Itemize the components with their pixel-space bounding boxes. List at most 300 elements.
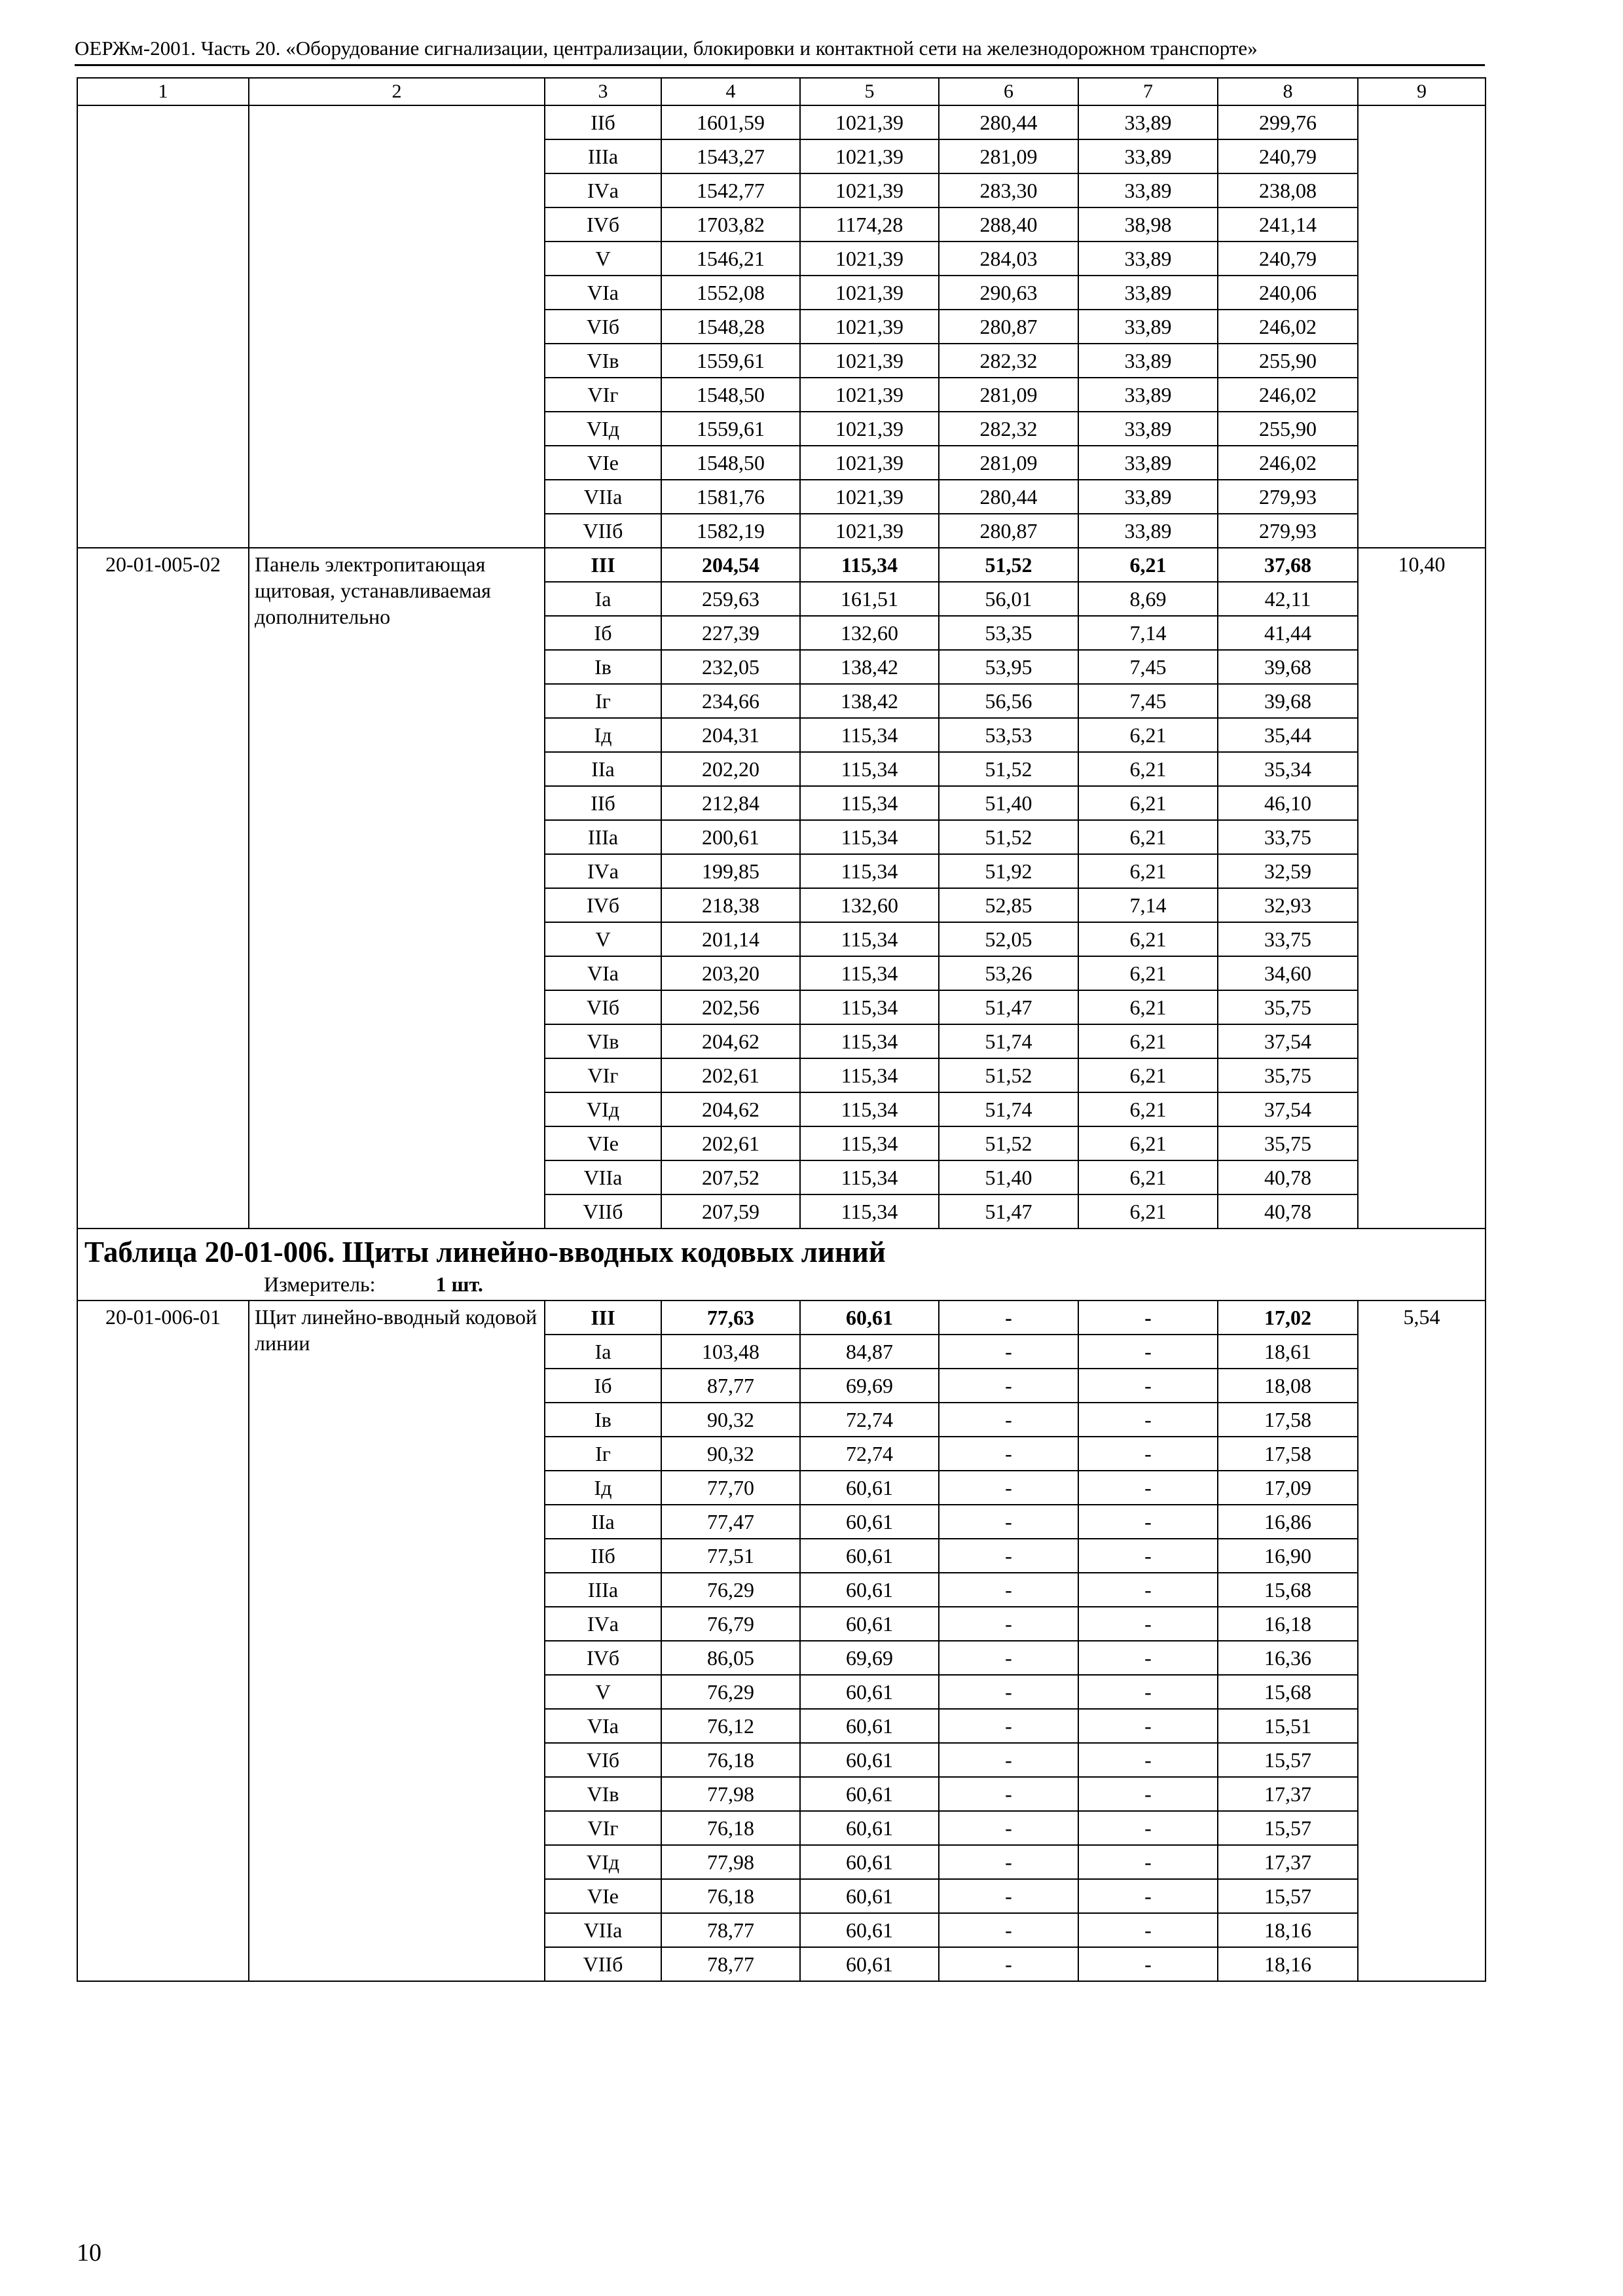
value-cell: 51,92 (939, 854, 1078, 888)
value-cell: - (1078, 1539, 1218, 1573)
value-cell: 246,02 (1218, 310, 1358, 344)
value-cell: 39,68 (1218, 684, 1358, 718)
value-cell: 77,51 (661, 1539, 800, 1573)
value-cell: - (1078, 1335, 1218, 1369)
page-number: 10 (77, 2239, 101, 2267)
value-cell: 60,61 (800, 1777, 939, 1811)
value-cell: Iб (545, 616, 661, 650)
value-cell: 290,63 (939, 276, 1078, 310)
column-number-cell: 4 (661, 78, 800, 105)
value-cell: VIв (545, 1777, 661, 1811)
value-cell: Iд (545, 1471, 661, 1505)
value-cell: 86,05 (661, 1641, 800, 1675)
table-row (77, 1300, 1486, 1335)
value-cell: III (545, 1300, 661, 1335)
value-cell: - (939, 1743, 1078, 1777)
value-cell: - (1078, 1947, 1218, 1981)
value-cell: 280,44 (939, 105, 1078, 139)
value-cell: 76,29 (661, 1675, 800, 1709)
value-cell: IVб (545, 207, 661, 242)
value-cell: - (939, 1709, 1078, 1743)
value-cell: 279,93 (1218, 480, 1358, 514)
value-cell: 32,93 (1218, 888, 1358, 922)
value-cell: 1174,28 (800, 207, 939, 242)
value-cell: 72,74 (800, 1403, 939, 1437)
value-cell: - (939, 1437, 1078, 1471)
value-cell: 1021,39 (800, 378, 939, 412)
value-cell: 115,34 (800, 786, 939, 820)
value-cell: 53,53 (939, 718, 1078, 752)
column-number-row (77, 78, 1486, 105)
value-cell: 51,74 (939, 1024, 1078, 1058)
value-cell: 1703,82 (661, 207, 800, 242)
value-cell: V (545, 922, 661, 956)
value-cell: IVб (545, 1641, 661, 1675)
value-cell: V (545, 1675, 661, 1709)
value-cell: 280,87 (939, 310, 1078, 344)
value-cell: 33,89 (1078, 310, 1218, 344)
value-cell: 33,89 (1078, 412, 1218, 446)
value-cell: IVа (545, 173, 661, 207)
value-cell: 255,90 (1218, 412, 1358, 446)
value-cell: - (939, 1403, 1078, 1437)
value-cell: 41,44 (1218, 616, 1358, 650)
value-cell: III (545, 548, 661, 582)
column-number-cell: 2 (249, 78, 545, 105)
value-cell: 35,34 (1218, 752, 1358, 786)
value-cell: VIд (545, 412, 661, 446)
value-cell: - (1078, 1300, 1218, 1335)
value-cell: - (1078, 1573, 1218, 1607)
value-cell: 115,34 (800, 1194, 939, 1229)
value-cell: 1543,27 (661, 139, 800, 173)
value-cell: 6,21 (1078, 1058, 1218, 1092)
value-cell: 53,35 (939, 616, 1078, 650)
value-cell: 1546,21 (661, 242, 800, 276)
value-cell: 87,77 (661, 1369, 800, 1403)
value-cell: 56,01 (939, 582, 1078, 616)
value-cell: 60,61 (800, 1471, 939, 1505)
description-cell: Панель электропитающая щитовая, устанавливаемая дополнительно (249, 548, 545, 1229)
code-cell (77, 105, 249, 548)
value-cell: 37,68 (1218, 548, 1358, 582)
value-cell: - (1078, 1675, 1218, 1709)
value-cell: 115,34 (800, 752, 939, 786)
table-body (77, 78, 1486, 1981)
value-cell: 53,95 (939, 650, 1078, 684)
value-cell: 17,58 (1218, 1437, 1358, 1471)
value-cell: 18,08 (1218, 1369, 1358, 1403)
value-cell: - (1078, 1403, 1218, 1437)
value-cell: 282,32 (939, 412, 1078, 446)
rates-table (77, 77, 1486, 1982)
value-cell: Iг (545, 684, 661, 718)
value-cell: 1021,39 (800, 139, 939, 173)
value-cell: 84,87 (800, 1335, 939, 1369)
value-cell: VIа (545, 956, 661, 990)
value-cell: 1021,39 (800, 310, 939, 344)
value-cell: - (939, 1300, 1078, 1335)
value-cell: 76,18 (661, 1743, 800, 1777)
value-cell: 8,69 (1078, 582, 1218, 616)
value-cell: 35,44 (1218, 718, 1358, 752)
value-cell: 202,56 (661, 990, 800, 1024)
value-cell: 1581,76 (661, 480, 800, 514)
value-cell: 77,47 (661, 1505, 800, 1539)
value-cell: 200,61 (661, 820, 800, 854)
value-cell: 42,11 (1218, 582, 1358, 616)
value-cell: - (939, 1505, 1078, 1539)
value-cell: 51,40 (939, 1160, 1078, 1194)
value-cell: 90,32 (661, 1403, 800, 1437)
value-cell: IVа (545, 854, 661, 888)
value-cell: 279,93 (1218, 514, 1358, 548)
value-cell: 17,37 (1218, 1777, 1358, 1811)
value-cell: - (1078, 1709, 1218, 1743)
value-cell: IIIа (545, 139, 661, 173)
value-cell: 204,54 (661, 548, 800, 582)
value-cell: 15,57 (1218, 1811, 1358, 1845)
value-cell: - (939, 1641, 1078, 1675)
value-cell: 40,78 (1218, 1160, 1358, 1194)
value-cell: IIа (545, 1505, 661, 1539)
value-cell: 6,21 (1078, 786, 1218, 820)
value-cell: 246,02 (1218, 378, 1358, 412)
value-cell: 17,09 (1218, 1471, 1358, 1505)
table-row (77, 105, 1486, 139)
value-cell: 161,51 (800, 582, 939, 616)
value-cell: 138,42 (800, 684, 939, 718)
value-cell: 246,02 (1218, 446, 1358, 480)
value-cell: 51,47 (939, 1194, 1078, 1229)
description-cell: Щит линейно-вводный кодовой линии (249, 1300, 545, 1981)
value-cell: 69,69 (800, 1641, 939, 1675)
value-cell: 203,20 (661, 956, 800, 990)
value-cell: 1542,77 (661, 173, 800, 207)
value-cell: 51,40 (939, 786, 1078, 820)
value-cell: 7,45 (1078, 684, 1218, 718)
value-cell: VIе (545, 1879, 661, 1913)
value-cell: V (545, 242, 661, 276)
value-cell: 204,62 (661, 1092, 800, 1126)
value-cell: IIа (545, 752, 661, 786)
value-cell: 69,69 (800, 1369, 939, 1403)
value-cell: 7,14 (1078, 616, 1218, 650)
value-cell: 6,21 (1078, 820, 1218, 854)
value-cell: 51,52 (939, 1126, 1078, 1160)
value-cell: Iд (545, 718, 661, 752)
value-cell: 1021,39 (800, 514, 939, 548)
value-cell: 77,98 (661, 1777, 800, 1811)
value-cell: 240,79 (1218, 139, 1358, 173)
value-cell: 232,05 (661, 650, 800, 684)
value-cell: 33,89 (1078, 242, 1218, 276)
value-cell: 201,14 (661, 922, 800, 956)
value-cell: 33,89 (1078, 105, 1218, 139)
section-title-row (77, 1229, 1486, 1300)
value-cell: 76,79 (661, 1607, 800, 1641)
value-cell: 37,54 (1218, 1092, 1358, 1126)
value-cell: 56,56 (939, 684, 1078, 718)
value-cell: - (939, 1573, 1078, 1607)
value-cell: 1021,39 (800, 446, 939, 480)
value-cell: 1548,50 (661, 378, 800, 412)
value-cell: 35,75 (1218, 990, 1358, 1024)
value-cell: VIIа (545, 1160, 661, 1194)
value-cell: 202,61 (661, 1058, 800, 1092)
value-cell: Iв (545, 650, 661, 684)
table-row (77, 548, 1486, 582)
value-cell: - (939, 1675, 1078, 1709)
section-title-cell (77, 1229, 1486, 1300)
value-cell: 17,58 (1218, 1403, 1358, 1437)
value-cell: 18,16 (1218, 1913, 1358, 1947)
description-cell (249, 105, 545, 548)
value-cell: 7,45 (1078, 650, 1218, 684)
value-cell: 34,60 (1218, 956, 1358, 990)
value-cell: 60,61 (800, 1505, 939, 1539)
value-cell: - (1078, 1471, 1218, 1505)
value-cell: 6,21 (1078, 718, 1218, 752)
value-cell: 33,89 (1078, 276, 1218, 310)
value-cell: 1601,59 (661, 105, 800, 139)
value-cell: 52,05 (939, 922, 1078, 956)
value-cell: 60,61 (800, 1947, 939, 1981)
code-cell: 20-01-006-01 (77, 1300, 249, 1981)
measure-label: Измеритель: (264, 1272, 376, 1296)
value-cell: Iа (545, 1335, 661, 1369)
value-cell: 281,09 (939, 139, 1078, 173)
value-cell: 255,90 (1218, 344, 1358, 378)
value-cell: 299,76 (1218, 105, 1358, 139)
value-cell: VIг (545, 378, 661, 412)
value-cell: 1582,19 (661, 514, 800, 548)
value-cell: Iв (545, 1403, 661, 1437)
value-cell: 6,21 (1078, 854, 1218, 888)
table-title: Таблица 20-01-006. Щиты линейно-вводных кодовых линий (84, 1236, 886, 1268)
value-cell: 72,74 (800, 1437, 939, 1471)
value-cell: 115,34 (800, 1058, 939, 1092)
value-cell: 6,21 (1078, 1092, 1218, 1126)
value-cell: - (939, 1335, 1078, 1369)
value-cell: 207,59 (661, 1194, 800, 1229)
value-cell: 76,29 (661, 1573, 800, 1607)
value-cell: 240,79 (1218, 242, 1358, 276)
column-number-cell: 1 (77, 78, 249, 105)
value-cell: 288,40 (939, 207, 1078, 242)
page-header: ОЕРЖм-2001. Часть 20. «Оборудование сигнализации, централизации, блокировки и контактной сети на железнодорожном транспорте» (75, 35, 1485, 66)
value-cell: VIIб (545, 1947, 661, 1981)
value-cell: 77,98 (661, 1845, 800, 1879)
value-cell: 16,90 (1218, 1539, 1358, 1573)
value-cell: 18,61 (1218, 1335, 1358, 1369)
value-cell: 60,61 (800, 1743, 939, 1777)
value-cell: VIд (545, 1092, 661, 1126)
col9-cell: 10,40 (1358, 548, 1486, 1229)
value-cell: 115,34 (800, 718, 939, 752)
value-cell: 138,42 (800, 650, 939, 684)
value-cell: VIб (545, 1743, 661, 1777)
value-cell: - (939, 1777, 1078, 1811)
value-cell: 60,61 (800, 1811, 939, 1845)
value-cell: 280,87 (939, 514, 1078, 548)
value-cell: 78,77 (661, 1913, 800, 1947)
value-cell: 6,21 (1078, 956, 1218, 990)
value-cell: 60,61 (800, 1845, 939, 1879)
value-cell: - (1078, 1811, 1218, 1845)
measure-value: 1 шт. (435, 1272, 483, 1296)
value-cell: Iб (545, 1369, 661, 1403)
value-cell: - (939, 1879, 1078, 1913)
value-cell: - (1078, 1641, 1218, 1675)
value-cell: 1021,39 (800, 412, 939, 446)
value-cell: 103,48 (661, 1335, 800, 1369)
value-cell: 6,21 (1078, 548, 1218, 582)
value-cell: 16,18 (1218, 1607, 1358, 1641)
value-cell: 51,52 (939, 752, 1078, 786)
col9-cell (1358, 105, 1486, 548)
value-cell: 1559,61 (661, 344, 800, 378)
value-cell: IIб (545, 105, 661, 139)
value-cell: 207,52 (661, 1160, 800, 1194)
value-cell: 238,08 (1218, 173, 1358, 207)
value-cell: 15,57 (1218, 1743, 1358, 1777)
value-cell: 60,61 (800, 1675, 939, 1709)
measure-line (84, 1271, 1485, 1300)
value-cell: 60,61 (800, 1607, 939, 1641)
value-cell: VIе (545, 1126, 661, 1160)
value-cell: - (1078, 1437, 1218, 1471)
value-cell: 6,21 (1078, 1126, 1218, 1160)
value-cell: 46,10 (1218, 786, 1358, 820)
value-cell: - (1078, 1505, 1218, 1539)
value-cell: 283,30 (939, 173, 1078, 207)
value-cell: - (1078, 1743, 1218, 1777)
value-cell: 1021,39 (800, 105, 939, 139)
value-cell: - (1078, 1369, 1218, 1403)
value-cell: 115,34 (800, 990, 939, 1024)
value-cell: 6,21 (1078, 1024, 1218, 1058)
value-cell: 1548,28 (661, 310, 800, 344)
value-cell: 33,89 (1078, 139, 1218, 173)
value-cell: 35,75 (1218, 1126, 1358, 1160)
value-cell: 40,78 (1218, 1194, 1358, 1229)
value-cell: 115,34 (800, 854, 939, 888)
value-cell: 77,70 (661, 1471, 800, 1505)
value-cell: 33,89 (1078, 480, 1218, 514)
value-cell: VIв (545, 344, 661, 378)
value-cell: 202,20 (661, 752, 800, 786)
value-cell: - (1078, 1913, 1218, 1947)
value-cell: 1021,39 (800, 242, 939, 276)
value-cell: 1021,39 (800, 480, 939, 514)
value-cell: - (939, 1471, 1078, 1505)
value-cell: - (939, 1947, 1078, 1981)
value-cell: 281,09 (939, 446, 1078, 480)
value-cell: 53,26 (939, 956, 1078, 990)
value-cell: 132,60 (800, 888, 939, 922)
value-cell: - (1078, 1879, 1218, 1913)
col9-cell: 5,54 (1358, 1300, 1486, 1981)
code-cell: 20-01-005-02 (77, 548, 249, 1229)
value-cell: 218,38 (661, 888, 800, 922)
value-cell: 33,75 (1218, 820, 1358, 854)
value-cell: 15,51 (1218, 1709, 1358, 1743)
value-cell: 33,89 (1078, 514, 1218, 548)
value-cell: 51,47 (939, 990, 1078, 1024)
value-cell: 281,09 (939, 378, 1078, 412)
column-number-cell: 9 (1358, 78, 1486, 105)
value-cell: - (1078, 1607, 1218, 1641)
value-cell: VIIа (545, 1913, 661, 1947)
value-cell: 51,52 (939, 1058, 1078, 1092)
value-cell: 282,32 (939, 344, 1078, 378)
value-cell: - (939, 1913, 1078, 1947)
value-cell: 38,98 (1078, 207, 1218, 242)
value-cell: Iг (545, 1437, 661, 1471)
value-cell: VIг (545, 1058, 661, 1092)
value-cell: 37,54 (1218, 1024, 1358, 1058)
value-cell: IIб (545, 786, 661, 820)
value-cell: 33,89 (1078, 378, 1218, 412)
value-cell: 33,75 (1218, 922, 1358, 956)
value-cell: VIа (545, 1709, 661, 1743)
value-cell: VIг (545, 1811, 661, 1845)
value-cell: 33,89 (1078, 344, 1218, 378)
value-cell: 240,06 (1218, 276, 1358, 310)
value-cell: 7,14 (1078, 888, 1218, 922)
value-cell: 60,61 (800, 1913, 939, 1947)
value-cell: VIв (545, 1024, 661, 1058)
value-cell: 76,18 (661, 1879, 800, 1913)
value-cell: 76,18 (661, 1811, 800, 1845)
value-cell: 132,60 (800, 616, 939, 650)
value-cell: IVа (545, 1607, 661, 1641)
value-cell: 280,44 (939, 480, 1078, 514)
value-cell: IIIа (545, 1573, 661, 1607)
value-cell: VIб (545, 990, 661, 1024)
value-cell: 60,61 (800, 1539, 939, 1573)
value-cell: 60,61 (800, 1709, 939, 1743)
value-cell: 78,77 (661, 1947, 800, 1981)
value-cell: 115,34 (800, 820, 939, 854)
value-cell: 1021,39 (800, 173, 939, 207)
value-cell: - (939, 1539, 1078, 1573)
value-cell: 90,32 (661, 1437, 800, 1471)
value-cell: 115,34 (800, 1092, 939, 1126)
value-cell: 204,62 (661, 1024, 800, 1058)
value-cell: 234,66 (661, 684, 800, 718)
value-cell: 33,89 (1078, 173, 1218, 207)
value-cell: 15,68 (1218, 1573, 1358, 1607)
value-cell: 60,61 (800, 1879, 939, 1913)
value-cell: Iа (545, 582, 661, 616)
value-cell: 6,21 (1078, 752, 1218, 786)
value-cell: - (939, 1607, 1078, 1641)
value-cell: VIа (545, 276, 661, 310)
value-cell: 1548,50 (661, 446, 800, 480)
value-cell: 204,31 (661, 718, 800, 752)
value-cell: 115,34 (800, 1126, 939, 1160)
value-cell: 60,61 (800, 1573, 939, 1607)
value-cell: 33,89 (1078, 446, 1218, 480)
value-cell: VIе (545, 446, 661, 480)
value-cell: 115,34 (800, 548, 939, 582)
value-cell: 60,61 (800, 1300, 939, 1335)
value-cell: 15,57 (1218, 1879, 1358, 1913)
value-cell: 284,03 (939, 242, 1078, 276)
value-cell: 199,85 (661, 854, 800, 888)
